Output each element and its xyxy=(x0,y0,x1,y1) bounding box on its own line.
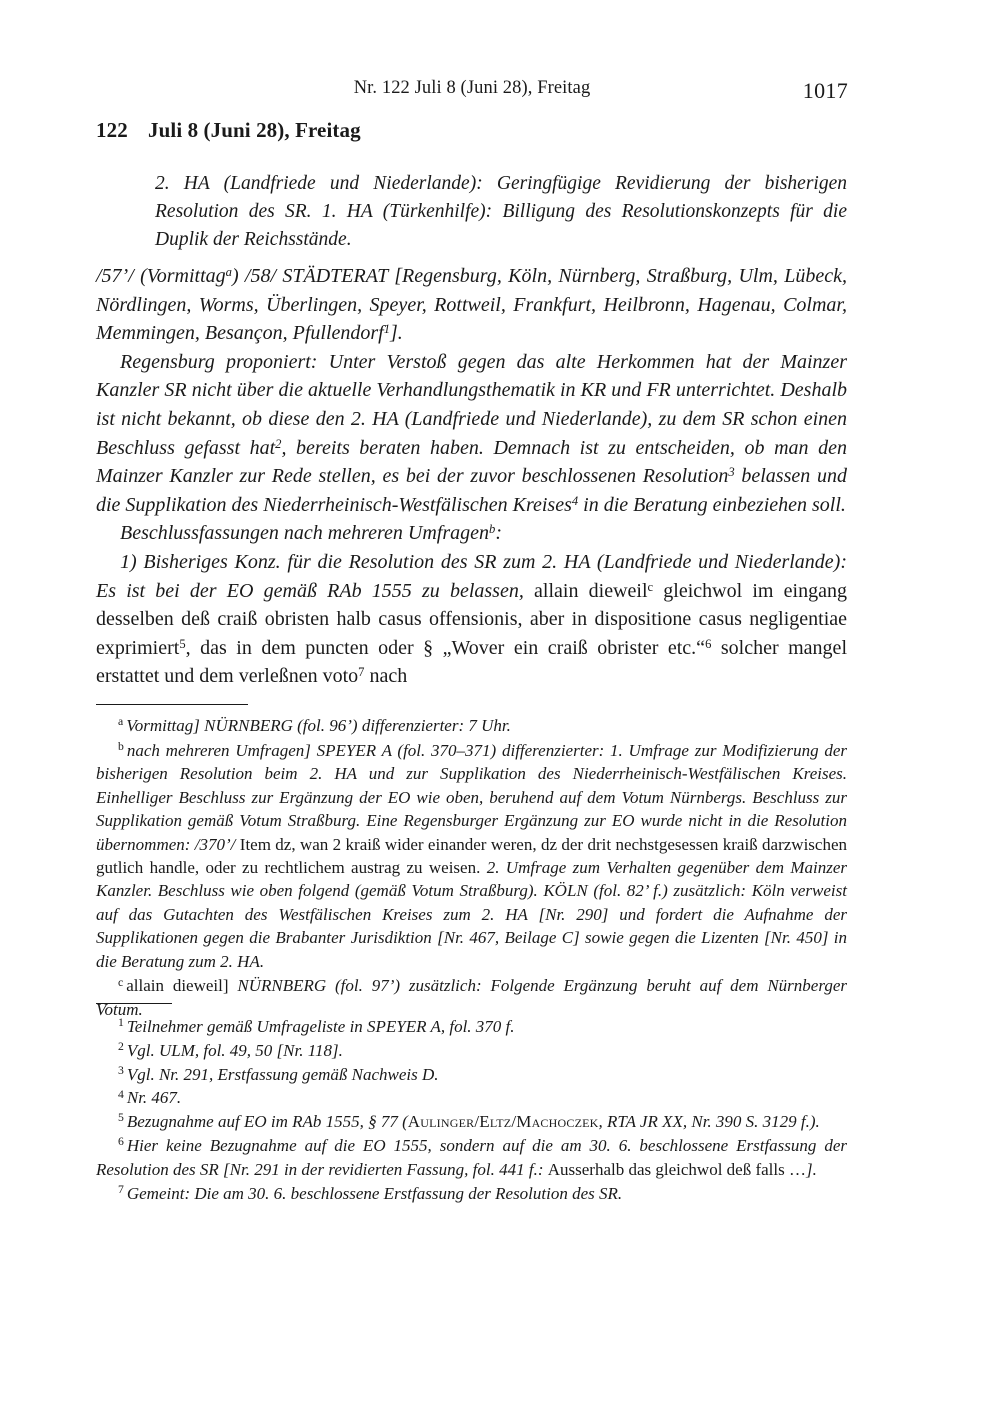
footnote-c-italic: NÜRNBERG (fol. 97’) zusätzlich: Folgende Ergänzung beruht auf dem Nürnberger Votum. xyxy=(96,976,847,1019)
footnote-6-italic-1: Hier keine Bezugnahme auf die EO 1555, sondern auf die am 30. 6. beschlossene Erstfassung der Resolution des SR [Nr. 291 in der revidierten Fassung, fol. 441 f.: xyxy=(96,1135,847,1179)
footnote-4 xyxy=(96,1086,847,1110)
konzept-roman-5: nach xyxy=(364,665,408,688)
footnote-6 xyxy=(96,1134,847,1182)
footnotes-letters xyxy=(96,714,847,1021)
footnote-ref-7: 7 xyxy=(358,665,365,680)
footnote-1-text: Teilnehmer gemäß Umfrageliste in SPEYER A, fol. 370 f. xyxy=(126,1017,515,1036)
regest-summary: 2. HA (Landfriede und Niederlande): Geringfügige Revidierung der bisherigen Resolution des SR. 1. HA (Türkenhilfe): Billigung des Resolutionskonzepts für die Duplik der Reichsstände. xyxy=(155,173,847,251)
footnote-marker-b: b xyxy=(118,740,124,754)
beschluss-text: Beschlussfassungen nach mehreren Umfragen xyxy=(120,522,490,545)
footnote-marker-7: 7 xyxy=(118,1182,124,1196)
regensburg-text-3: belassen und die Supplikation des Niederrheinisch-Westfälischen Kreises xyxy=(96,465,847,516)
footnote-ref-4: 4 xyxy=(571,493,579,508)
footnote-c-roman: allain dieweil] xyxy=(126,976,229,996)
regensburg-text-4: in die Beratung einbeziehen soll. xyxy=(578,493,846,516)
footnote-ref-6: 6 xyxy=(705,636,712,651)
footnote-marker-3: 3 xyxy=(118,1063,124,1077)
paragraph-konzept xyxy=(96,548,847,691)
paragraph-attendance xyxy=(96,262,847,348)
footnote-ref-a: a xyxy=(225,264,232,279)
running-head xyxy=(96,78,848,104)
konzept-roman-4: solcher mangel erstattet und dem verleßnen voto xyxy=(96,636,847,688)
footnote-ref-b: b xyxy=(489,522,496,537)
footnote-2 xyxy=(96,1039,847,1063)
footnote-5 xyxy=(96,1110,847,1134)
footnote-ref-c: c xyxy=(647,579,654,594)
footnote-ref-5: 5 xyxy=(179,636,186,651)
footnote-rule-numbers xyxy=(96,1003,172,1004)
attendance-suffix: ]. xyxy=(390,322,403,345)
footnote-3 xyxy=(96,1063,847,1087)
konzept-italic-lead: 1) Bisheriges Konz. für die Resolution des SR zum 2. HA (Landfriede und Niederlande): Es ist bei der EO gemäß RAb 1555 zu belassen, xyxy=(96,550,847,602)
footnote-marker-6: 6 xyxy=(118,1135,124,1149)
footnote-6-roman: Ausserhalb das gleichwol deß falls … xyxy=(547,1159,806,1179)
footnote-5-editors: Aulinger/Eltz/Machoczek xyxy=(407,1112,599,1132)
footnote-a xyxy=(96,714,847,737)
beschluss-colon: : xyxy=(495,522,502,545)
page-number: 1017 xyxy=(802,78,848,103)
section-heading xyxy=(96,118,848,143)
footnote-rule-letters xyxy=(96,704,248,705)
footnote-ref-3: 3 xyxy=(728,465,735,480)
footnote-b-italic-2: 2. Umfrage zum Verhalten gegenüber dem Mainzer Kanzler. Beschluss wie oben folgend (gemäß Votum Straßburg). KÖLN (fol. 82’ f.) zusätzlich: Köln verweist auf das Gutachten des Westfälischen Kreises zum 2. HA [Nr. 290] und fordert die Aufnahme der Supplikationen gegen die Brabanter Jurisdiktion [Nr. 467, Beilage C] sowie gegen die Lizenten [Nr. 450] in die Beratung zum 2. HA. xyxy=(96,857,847,971)
footnote-marker-4: 4 xyxy=(118,1087,124,1101)
paragraph-regensburg xyxy=(96,348,847,520)
footnote-b xyxy=(96,739,847,973)
footnote-marker-5: 5 xyxy=(118,1111,124,1125)
footnote-7 xyxy=(96,1182,847,1206)
konzept-roman-1: allain dieweil xyxy=(523,579,648,602)
footnote-3-text: Vgl. Nr. 291, Erstfassung gemäß Nachweis D. xyxy=(126,1064,439,1084)
footnote-a-text: Vormittag] NÜRNBERG (fol. 96’) differenzierter: 7 Uhr. xyxy=(126,716,511,735)
footnote-marker-a: a xyxy=(118,715,124,729)
attendance-list: ) /58/ STÄDTERAT [Regensburg, Köln, Nürnberg, Straßburg, Ulm, Lübeck, Nördlingen, Worms, Überlingen, Speyer, Rottweil, Frankfurt, Heilbronn, Hagenau, Colmar, Memmingen, Besançon, Pfullendorf xyxy=(96,265,847,345)
footnote-5-text-1: Bezugnahme auf EO im RAb 1555, § 77 ( xyxy=(126,1112,408,1132)
paragraph-beschlussfassungen xyxy=(96,519,847,548)
footnote-7-text: Gemeint: Die am 30. 6. beschlossene Erstfassung der Resolution des SR. xyxy=(126,1183,623,1203)
body-text xyxy=(96,262,847,691)
regensburg-text-1: Regensburg proponiert: Unter Verstoß gegen das alte Herkommen hat der Mainzer Kanzler SR nicht über die aktuelle Verhandlungsthematik in KR und FR unterrichtet. Deshalb ist nicht bekannt, ob diese den 2. HA (Landfriede und Niederlande), zu dem SR schon einen Beschluss gefasst hat xyxy=(96,350,847,459)
konzept-roman-3: , das in dem puncten oder § „Wover ein craiß obrister etc.“ xyxy=(185,636,706,659)
footnote-b-roman: Item dz, wan 2 kraiß wider einander weren, dz der drit nechstgesessen kraiß darzwischen gutlich handle, oder zu rechtlichem austrag zu weisen. xyxy=(96,834,847,877)
regensburg-text-2: , bereits beraten haben. Demnach ist zu entscheiden, ob man den Mainzer Kanzler zur Rede stellen, es bei der zuvor beschlossenen Resolution xyxy=(96,436,847,488)
footnote-b-italic-1: nach mehreren Umfragen] SPEYER A (fol. 370–371) differenzierter: 1. Umfrage zur Modifizierung der bisherigen Resolution beim 2. HA und zur Supplikation des Niederrheinisch-Westfälischen Kreises. Einhelliger Beschluss zur Ergänzung der EO wie oben, beruhend auf dem Votum Nürnbergs. Beschluss zur Supplikation gemäß Votum Straßburg. Eine Regensburger Ergänzung zur EO wurde nicht in die Resolution übernommen: /370’/ xyxy=(96,740,847,854)
footnote-ref-2: 2 xyxy=(275,436,282,451)
footnote-2-text: Vgl. ULM, fol. 49, 50 [Nr. 118]. xyxy=(126,1040,343,1060)
section-title: Juli 8 (Juni 28), Freitag xyxy=(148,118,361,142)
footnote-marker-c: c xyxy=(118,975,124,989)
footnote-6-italic-2: ]. xyxy=(805,1159,817,1179)
footnotes-numbers xyxy=(96,1015,847,1205)
footnote-marker-2: 2 xyxy=(118,1039,124,1053)
footnote-5-text-2: , RTA JR XX, Nr. 390 S. 3129 f.). xyxy=(598,1112,820,1132)
konzept-roman-2: gleichwol im eingang desselben deß craiß obristen halb casus offensionis, aber in dispositione casus negligentiae exprimiert xyxy=(96,579,847,659)
section-number: 122 xyxy=(96,118,128,142)
footnote-ref-1: 1 xyxy=(383,322,391,337)
footnote-4-text: Nr. 467. xyxy=(126,1088,182,1108)
footnote-marker-1: 1 xyxy=(118,1016,124,1030)
attendance-prefix: /57’/ (Vormittag xyxy=(96,265,226,287)
footnote-1 xyxy=(96,1015,847,1039)
running-head-title: Nr. 122 Juli 8 (Juni 28), Freitag xyxy=(353,78,591,98)
